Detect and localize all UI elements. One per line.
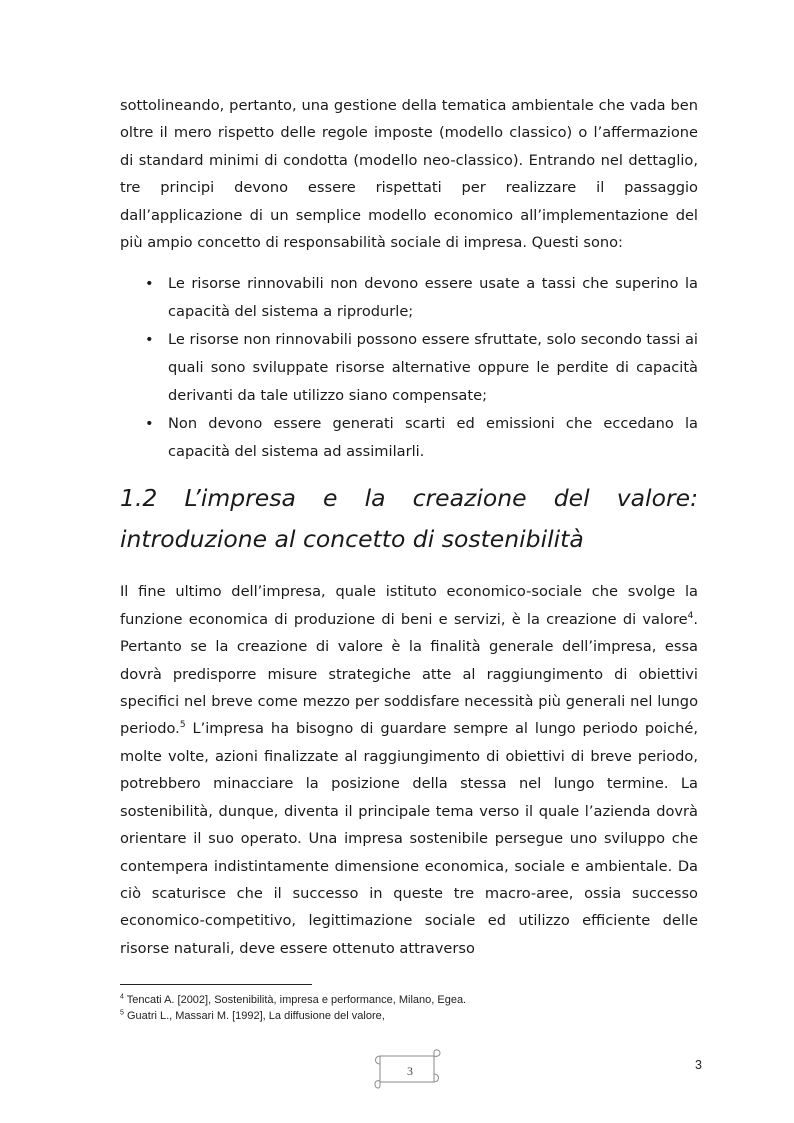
page-number: 3 <box>695 1058 702 1072</box>
bullet-icon: • <box>145 331 154 349</box>
footnote-separator <box>120 984 312 985</box>
paragraph-intro: sottolineando, pertanto, una gestione della tematica ambientale che vada ben oltre il mero rispetto delle regole imposte (modello classico) o l’affermazione di standard minimi di condotta (modello neo-classico). Entrando nel dettaglio, tre principi devono essere rispettati per realizzare il passaggio dall’applicazione di un semplice modello economico all’implementazione del più ampio concetto di responsabilità sociale di impresa. Questi sono: <box>120 97 698 252</box>
section-heading: 1.2 L’impresa e la creazione del valore: introduzione al concetto di sostenibilità <box>120 484 698 554</box>
scroll-page-number: 3 <box>407 1064 413 1078</box>
footnote-item <box>120 992 680 1008</box>
bullet-icon: • <box>145 275 154 293</box>
principles-list <box>120 270 698 466</box>
page-body <box>120 92 698 962</box>
footnote-number: 5 <box>120 1009 124 1017</box>
footnote-ref-5[interactable]: 5 <box>179 720 186 731</box>
paragraph-text: Il fine ultimo dell’impresa, quale istituto economico-sociale che svolge la funzione economica di produzione di beni e servizi, è la creazione di valore <box>120 583 698 628</box>
footnote-number: 4 <box>120 993 124 1001</box>
footnote-item <box>120 1008 680 1024</box>
paragraph-text: . Pertanto se la creazione di valore è la finalità generale dell’impresa, essa dovrà predisporre misure strategiche atte al raggiungimento di obiettivi specifici nel breve come mezzo per soddisfare necessità più generali nel lungo periodo. <box>120 610 698 738</box>
paragraph-text: L’impresa ha bisogno di guardare sempre al lungo periodo poiché, molte volte, azioni finalizzate al raggiungimento di obiettivi di breve periodo, potrebbero minacciare la posizione della stessa nel lungo termine. La sostenibilità, dunque, diventa il principale tema verso il quale l’azienda dovrà orientare il suo operato. Una impresa sostenibile persegue uno sviluppo che contempera indistintamente dimensione economica, sociale e ambientale. Da ciò scaturisce che il successo in queste tre macro-aree, ossia successo economico-competitivo, legittimazione sociale ed utilizzo efficiente delle risorse naturali, deve essere ottenuto attraverso <box>120 720 698 957</box>
footnotes <box>120 992 680 1024</box>
list-item <box>120 326 698 410</box>
footnote-text: Guatri L., Massari M. [1992], La diffusione del valore, <box>126 1010 385 1022</box>
paragraph-value-creation <box>120 578 698 962</box>
footnote-ref-4[interactable]: 4 <box>687 610 694 621</box>
bullet-icon: • <box>145 415 154 433</box>
list-item-text: Le risorse non rinnovabili possono essere sfruttate, solo secondo tassi ai quali sono sviluppate risorse alternative oppure le perdite di capacità derivanti da tale utilizzo siano compensate; <box>168 331 698 405</box>
list-item-text: Le risorse rinnovabili non devono essere usate a tassi che superino la capacità del sistema a riprodurle; <box>168 275 698 321</box>
footnote-text: Tencati A. [2002], Sostenibilità, impresa e performance, Milano, Egea. <box>126 994 467 1006</box>
list-item <box>120 410 698 466</box>
list-item <box>120 270 698 326</box>
list-item-text: Non devono essere generati scarti ed emissioni che eccedano la capacità del sistema ad assimilarli. <box>168 415 698 461</box>
